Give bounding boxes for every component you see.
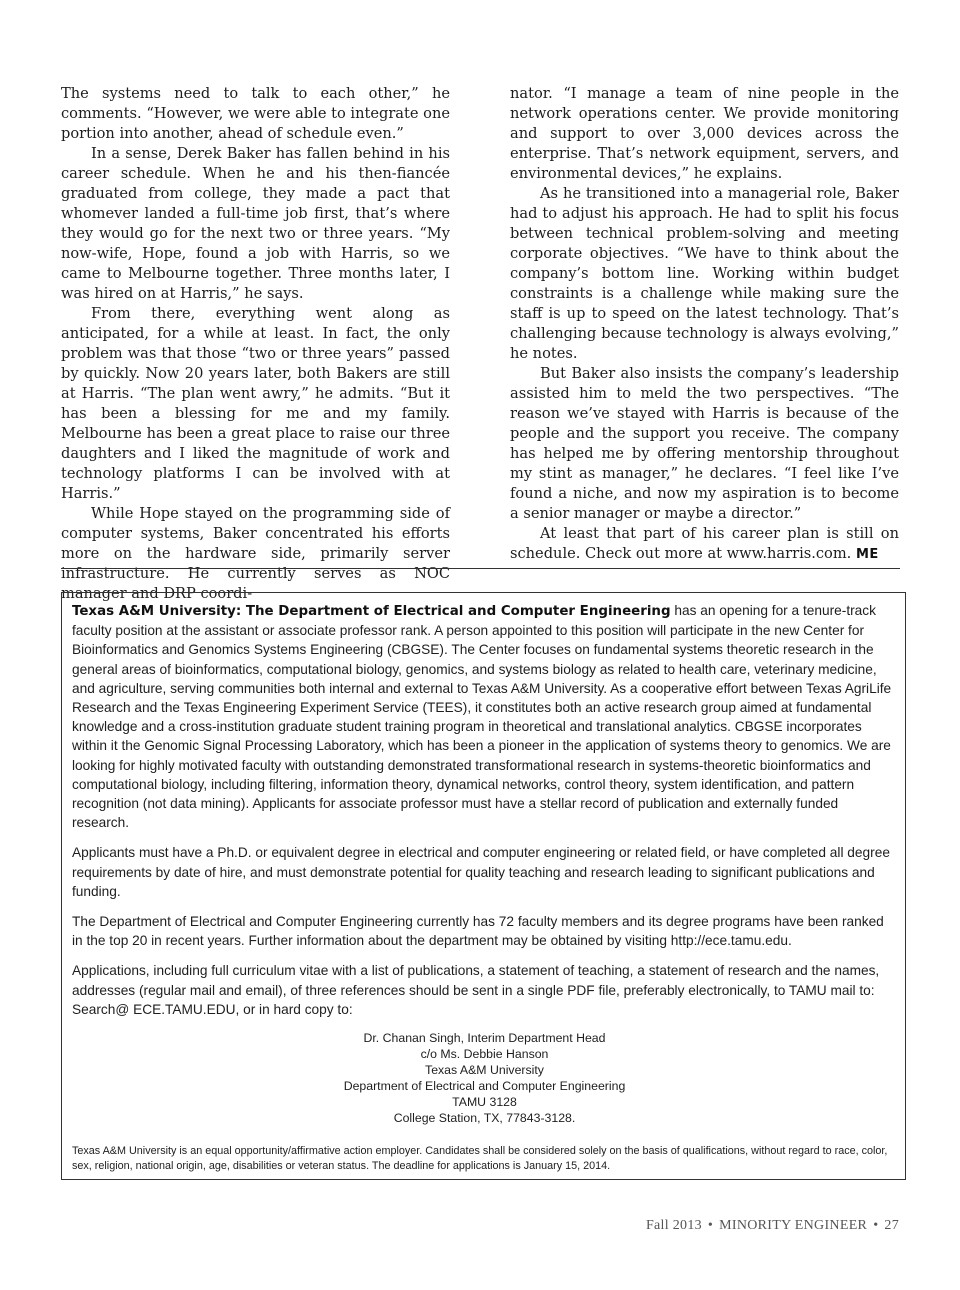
article-column-left: [61, 84, 450, 604]
article-paragraph: The systems need to talk to each other,” he comments. “However, we were able to integrate one portion into another, ahead of schedule even.”: [61, 85, 450, 142]
ad-paragraph-intro: [72, 601, 897, 832]
end-mark: ME: [855, 547, 879, 562]
address-line: Department of Electrical and Computer Engineering: [343, 1079, 626, 1094]
article-last-paragraph: [510, 524, 899, 565]
address-line: TAMU 3128: [452, 1095, 517, 1110]
article-paragraph: nator. “I manage a team of nine people in the network operations center. We provide monitoring and support to over 3,000 devices across the enterprise. That’s network equipment, servers, and environmental devices,” he explains.: [510, 85, 899, 182]
bullet-separator: •: [707, 1218, 714, 1233]
address-line: Dr. Chanan Singh, Interim Department Head: [363, 1031, 606, 1046]
page-number: 27: [884, 1218, 899, 1233]
mailing-address: [72, 1030, 897, 1126]
article-paragraph: In a sense, Derek Baker has fallen behind in his career schedule. When he and his then-fiancée graduated from college, they made a pact that whomever landed a full-time job first, that’s where they would go for the next two or three years. “My now-wife, Hope, found a job with Harris, so we came to Melbourne together. Three months later, I was hired on at Harris,” he says.: [61, 145, 450, 302]
eeo-statement: Texas A&M University is an equal opportunity/affirmative action employer. Candidates shall be considered solely on the basis of qualifications, without regard to race, color, sex, religion, national origin, age, disabilities or veteran status. The deadline for applications is January 15, 2014.: [72, 1145, 888, 1172]
ad-paragraph-requirements: Applicants must have a Ph.D. or equivalent degree in electrical and computer engineering or related field, or have completed all degree requirements by date of hire, and must demonstrate potential for quality teaching and research leading to significant publications and funding.: [72, 845, 890, 899]
address-line: Texas A&M University: [425, 1063, 544, 1078]
address-line: c/o Ms. Debbie Hanson: [420, 1047, 549, 1062]
article-paragraph: But Baker also insists the company’s leadership assisted him to meld the two perspectives. “The reason we’ve stayed with Harris is because of the people and the support you receive. The company has helped me by offering mentorship throughout my stint as manager,” he declares. “I feel like I’ve found a niche, and now my aspiration is to become a senior manager or maybe a director.”: [510, 365, 899, 522]
article-paragraph: As he transitioned into a managerial role, Baker had to adjust his approach. He had to split his focus between technical problem-solving and meeting corporate objectives. “We have to think about the company’s bottom line. Working within budget constraints is a challenge while making sure the staff is up to speed on the latest technology. That’s challenging because technology is always evolving,” he notes.: [510, 185, 899, 362]
article-paragraph: From there, everything went along as anticipated, for a while at least. In fact, the only problem was that those “two or three years” passed by quickly. Now 20 years later, both Bakers are still at Harris. “The plan went awry,” he admits. “But it has been a blessing for me and my family. Melbourne has been a great place to raise our three daughters and I liked the magnitude of work and technology platforms I can be involved with at Harris.”: [61, 305, 450, 502]
article-column-right: [510, 84, 899, 604]
article-body: [61, 84, 899, 604]
article-paragraph-text: At least that part of his career plan is still on schedule. Check out more at www.harris.com.: [510, 525, 899, 562]
magazine-name: MINORITY ENGINEER: [719, 1218, 868, 1233]
job-advertisement: [61, 592, 906, 1180]
issue-date: Fall 2013: [645, 1218, 702, 1233]
ad-paragraph-department: The Department of Electrical and Computer Engineering currently has 72 faculty members and its degree programs have been ranked in the top 20 in recent years. Further information about the department may be obtained by visiting http://ece.tamu.edu.: [72, 914, 884, 949]
page-footer: [646, 1218, 899, 1234]
article-paragraph: While Hope stayed on the programming side of computer systems, Baker concentrated his efforts more on the hardware side, primarily server infrastructure. He currently serves as NOC manager and DRP coordi-: [61, 505, 450, 602]
ad-paragraph-applications: Applications, including full curriculum vitae with a list of publications, a statement of teaching, a statement of research and the names, addresses (regular mail and email), of three references should be sent in a single PDF file, preferably electronically, to TAMU mail to: Search@ ECE.TAMU.EDU, or in hard copy to:: [72, 963, 880, 1017]
address-line: College Station, TX, 77843-3128.: [393, 1111, 576, 1126]
ad-headline: Texas A&M University: The Department of Electrical and Computer Engineering: [72, 604, 671, 619]
ad-intro-text: has an opening for a tenure-track faculty position at the assistant or associate professor rank. A person appointed to this position will participate in the new Center for Bioinformatics and Genomics Systems Engineering (CBGSE). The Center focuses on fundamental systems theoretic research in the general areas of bioinformatics, computational biology, genomics, and systems biology as related to health care, veterinary medicine, and agriculture, serving communities both internal and external to Texas A&M University. As a cooperative effort between Texas AgriLife Research and the Texas Engineering Experiment Service (TEES), it constitutes both an active research group aimed at fundamental knowledge and a cross-institution graduate student training program in theoretical and translational analytics. CBGSE incorporates within it the Genomic Signal Processing Laboratory, which has been a pioneer in the application of systems theory to genomics. We are looking for highly motivated faculty with outstanding demonstrated transformational research in systems-theoretic bioinformatics and computational biology, including filtering, information theory, dynamical networks, control theory, system identification, and pattern recognition (not data mining). Applicants for associate professor must have a stellar record of publication and externally funded research.: [72, 603, 892, 831]
section-divider: [61, 568, 900, 569]
bullet-separator: •: [873, 1218, 879, 1233]
